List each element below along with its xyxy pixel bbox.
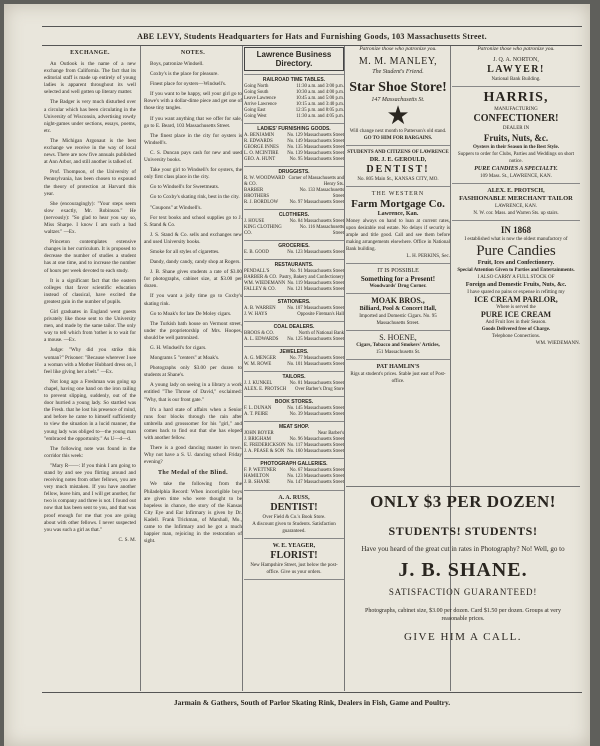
note-item: For text books and school supplies go to J. S. Stand & Co. (144, 214, 242, 228)
directory-row (244, 225, 344, 237)
note-item: Coxby's is the place for pleasure. (150, 71, 219, 78)
moak-name: MOAK BROS., (371, 296, 425, 305)
exchange-signature: C. S. M. (118, 536, 136, 543)
directory-business-name: R. J. BORDLOW (244, 200, 279, 205)
gerould-title: DENTIST! (366, 164, 430, 175)
directory-business-address: Near Barber's (317, 431, 344, 436)
directory-business-address: No. 39 Massachusetts Street (289, 412, 344, 417)
moak-hall: Billiard, Pool & Concert Hall, (359, 306, 437, 312)
special-attention: Special Attention Given to Parties and Entertainments. (457, 268, 575, 273)
directory-business-address: No. 139 Massachusetts Street (287, 151, 344, 156)
directory-row (244, 337, 344, 343)
directory-business-address: No. 133 Massachusetts Street (299, 188, 344, 199)
footer-advertisement: Jarmain & Gathers, South of Parlor Skating Rink, Dealers in Fish, Game and Poultry. (42, 692, 582, 711)
directory-business-address: No. 145 Massachusetts Street (287, 406, 344, 411)
directory-business-address: No. 123 Massachusetts Street (287, 474, 344, 479)
farm-mortgage-title: Farm Mortgage Co. (351, 198, 445, 210)
directory-business-name: F. L. DUNAN (244, 406, 272, 411)
directory-row (244, 412, 344, 418)
shoe-store-title: Star Shoe Store! (349, 80, 447, 95)
shane-name: J. B. SHANE. (398, 559, 528, 581)
shane-call: GIVE HIM A CALL. (403, 631, 523, 643)
note-item: If you want a jolly time go to Coxby's skating rink. (144, 293, 242, 307)
note-item: Go to Windsell's for Sweetmeats. (150, 184, 220, 191)
ice-note-2: And Fruit Ices in their Season. (485, 320, 547, 325)
note-item: There is a good dancing master in town. Why not have a S. U. dancing school Friday evening? (144, 445, 242, 466)
protsch-ad (452, 184, 580, 221)
directory-business-name: Arrive Lawrence (244, 102, 277, 107)
manley-ad (346, 53, 450, 146)
pure-candies: Pure Candies (476, 243, 556, 259)
manley-name: M. M. MANLEY, (358, 56, 438, 67)
note-item: A young lady on seeing in a library a work entitled "The Throne of David," exclaimed: "Why, that is our front gate." (144, 382, 242, 403)
directory-business-address: No. 117 Massachusetts Street (287, 443, 344, 448)
directory-section-heading: TAILORS. (244, 371, 344, 380)
norton-ad (452, 53, 580, 87)
directory-business-address: No. 149 Massachusetts Street (287, 139, 344, 144)
directory-business-address: No. 84 Massachusetts Street (289, 219, 344, 224)
directory-business-name: PENDALL'S (244, 269, 270, 274)
ads-column-5 (452, 46, 580, 484)
hamlin-name: PAT HAMLIN'S (376, 364, 420, 370)
cigars-line: Foreign and Domestic Fruits, Nuts, &c. (465, 282, 567, 288)
hoene-subtitle: Cigars, Tobacco and Smokers' Articles, (356, 343, 440, 348)
directory-business-name: ALEX. E. PROTSCH (244, 387, 287, 392)
directory-business-name: Going West (244, 114, 267, 119)
directory-section-heading: LADIES' FURNISHING GOODS. (244, 123, 344, 132)
note-item: Photographs only $3.00 per dozen to students at Shane's. (144, 365, 242, 379)
directory-business-name: Going South (244, 90, 269, 95)
norton-name: J. Q. A. NORTON, (493, 57, 539, 63)
shane-ad (346, 486, 580, 691)
notes-column (144, 46, 242, 691)
directory-business-address: No. 129 Massachusetts Street (287, 133, 344, 138)
confectioner-title: CONFECTIONER! (473, 113, 559, 124)
column-rule (242, 46, 243, 691)
woodwards-line: Woodwards' Drug Corner. (369, 284, 427, 289)
yeager-note: New Hampshire Street, just below the post-office. Give us your orders. (250, 563, 338, 575)
note-item: If you want anything that we offer for sale, go to E. Beard, 103 Massachusetts Street. (144, 115, 242, 129)
exchange-paragraph: The Michigan Argonaut is the best exchange we receive in the way of local news. There are now five annuals published at Ann Arbor, and still another is talked of. (44, 137, 136, 166)
hamlin-ad (346, 360, 450, 388)
note-item: J. B. Shane gives students a rate of $3.00 for photographs, cabinet size, at $3.00 per dozen. (144, 269, 242, 290)
directory-business-address: No. 101 Massachusetts Street (287, 362, 344, 367)
note-item: C. S. Duncan pays cash for new and used University books. (144, 149, 242, 164)
directory-business-address: 10:15 a.m. and 3:40 p.m. (296, 102, 344, 107)
western-line: THE WESTERN (371, 191, 425, 197)
directory-business-name: R. W. WOODWARD & CO. (244, 176, 285, 187)
patronize-line: Patronize those who patronize you. (477, 46, 555, 52)
directory-section-heading: PHOTOGRAPH GALLERIES. (244, 458, 344, 467)
note-item: Smoke for all styles of cigarettes. (150, 248, 220, 255)
year-line: IN 1868 (500, 225, 532, 235)
exchange-column (44, 46, 136, 691)
directory-business-address: No. 160 Massachusetts Street (287, 449, 344, 454)
directory-business-address: Pastry, Bakery and Confectionery (279, 275, 344, 280)
directory-business-name: Going North (244, 84, 269, 89)
shane-dozen: ONLY $3 PER DOZEN! (370, 492, 556, 511)
directory-business-name: A. B. WARREN (244, 306, 276, 311)
directory-business-address: No. 96 Massachusetts Street (289, 437, 344, 442)
directory-business-name: J. B. SHANE (244, 480, 270, 485)
norton-title: LAWYER! (487, 64, 545, 75)
column-rule (140, 46, 141, 691)
note-item: Take your girl to Windsell's for oysters, the only first class place in the city. (144, 167, 242, 181)
phone-line: Telephone Connections. (491, 334, 541, 339)
directory-business-name: BARBER BROTHERS (244, 188, 270, 199)
directory-business-address: Over Barber's Drug Store (295, 387, 344, 392)
directory-business-name: A. G. MENGER (244, 356, 276, 361)
ice-note: I have spared no pains or expense in refitting my (467, 290, 565, 295)
woodwards-ad (346, 264, 450, 294)
ads-column-4 (346, 46, 450, 484)
shane-rates: Photographs, cabinet size, $3.00 per dozen. Card $1.50 per dozen. Groups at very reasonable prices. (365, 608, 561, 622)
exchange-paragraph: Girl graduates in England went guests privately like those sent to the University men, and made by the same tailor. The only way to tell which from 'tother is to wait for a mouse. —Ex. (44, 309, 136, 344)
directory-business-address: 10:30 a.m. and 4:00 p.m. (296, 90, 344, 95)
directory-business-address: No. 116 Massachusetts Street (299, 225, 344, 236)
directory-section-heading: STATIONERS. (244, 296, 344, 305)
directory-business-name: J. J. KUNKEL (244, 381, 273, 386)
directory-business-name: J. HOUSE (244, 219, 265, 224)
exchange-paragraph: Prof. Thompson, of the University of Pennsylvania, has been chosen to expound the theory of protection at Harvard this year. (44, 169, 136, 197)
harris-sub: MANUFACTURING (494, 107, 538, 112)
directory-business-address: No. 107 Massachusetts Street (287, 306, 344, 311)
directory-business-name: A. T. PEIRE (244, 412, 269, 417)
directory-business-name: BARBER & CO. (244, 275, 278, 280)
directory-business-name: Going East (244, 108, 266, 113)
directory-business-address: 10:45 a.m. and 5:00 p.m. (296, 96, 344, 101)
exchange-paragraph: She (encouragingly): "Your steps seem slow exactly, Mr. Robinson." He (nervously): "So glad to hear you say so, Miss Sharpe. I know I am such a bad waltzer." —Ex. (44, 200, 136, 236)
note-item: Go to Moak's for late De Moley cigars. (150, 310, 232, 317)
newspaper-page (4, 4, 590, 746)
hamlin-note: Rigs at student's prices. Stable just east of Post-office. (350, 372, 446, 384)
note-item: Mongrams 5 "centers" at Moak's. (150, 355, 220, 362)
note-item: Dandy, dandy candy, candy shop at Rogers. (150, 259, 241, 266)
directory-business-address: No. 123 Massachusetts Street (287, 250, 344, 255)
tailor-line: FASHIONABLE MERCHANT TAILOR (459, 195, 573, 202)
directory-business-name: FALLEY & CO. (244, 287, 276, 292)
exchange-paragraph: Not long ago a Freshman was going up chapel, having one hand on the iron railing to prevent slipping, suddenly, out of the door hurried a young lady. So startled was the Fresh. that he lost his presence of mind, and before he came to himself sufficiently to view the situation in a lucid manner, the young lady was obliged to—the young man "embraced the opportunity." As U—d—d. (44, 378, 136, 442)
directory-business-address: No. 91 Massachusetts Street (289, 269, 344, 274)
harris-name: HARRIS, (483, 90, 549, 105)
directory-row (244, 362, 344, 368)
note-item: Finest place for oysters—Windsell's. (150, 81, 227, 88)
farm-mortgage-secretary: L. H. PERKINS, Sec. (406, 254, 450, 259)
shane-students: STUDENTS! STUDENTS! (388, 524, 538, 538)
directory-row (244, 114, 344, 120)
directory-business-address: No. 121 Massachusetts Street (287, 287, 344, 292)
directory-business-name: BROOS & CO. (244, 331, 274, 336)
directory-row (244, 157, 344, 163)
directory-business-name: J. W. HAYS (244, 312, 268, 317)
pure-specialty: PURE CANDIES A SPECIALTY. (474, 166, 558, 172)
directory-section-heading: RESTAURANTS. (244, 259, 344, 268)
directory-business-address: No. 95 Massachusetts Street (289, 157, 344, 162)
farm-mortgage-ad (346, 187, 450, 264)
directory-section-heading: JEWELERS. (244, 346, 344, 355)
directory-business-address: Corner of Massachusetts and Henry Sts. (288, 176, 344, 187)
norton-address: National Bank Building. (491, 77, 541, 82)
tailor-address: N. W. cor. Mass. and Warren Sts. up stairs. (473, 211, 559, 216)
wiedemann-ad (452, 221, 580, 350)
directory-row (244, 449, 344, 455)
directory-section-heading: GROCERIES. (244, 240, 344, 249)
directory-row (244, 312, 344, 318)
star-icon: ★ (386, 101, 410, 130)
note-item: "Coupons" at Windsell's. (150, 204, 202, 211)
harris-address: 109 Mass. St., LAWRENCE, KAN. (480, 174, 552, 179)
suppers-line: Suppers to order for Clubs, Parties and Weddings on short notice. (457, 152, 575, 164)
medal-heading: The Medal of the Blind. (157, 470, 229, 477)
directory-row (244, 200, 344, 206)
header-advertisement: ABE LEVY, Students Headquarters for Hats and Furnishing Goods, 103 Massachusetts Street. (42, 26, 582, 46)
directory-business-name: E. FREDERICKSON (244, 443, 286, 448)
business-directory (244, 46, 344, 691)
ice-parlor: ICE CREAM PARLOR, (474, 295, 558, 304)
directory-business-address: No. 81 Massachusetts Street (289, 381, 344, 386)
directory-business-name: L. O. MCINTIRE (244, 151, 279, 156)
directory-business-name: J. BRIGHAM (244, 437, 271, 442)
directory-business-name: J. A. PEASE & SON (244, 449, 285, 454)
yeager-title: FLORIST! (270, 550, 318, 561)
possible-line: IT IS POSSIBLE (377, 268, 419, 274)
moak-ad (346, 294, 450, 331)
directory-business-address: 11:30 a.m. and 3:00 p.m. (296, 84, 344, 89)
directory-business-address: No. 147 Massachusetts Street (287, 480, 344, 485)
shoe-store-address: 147 Massachusetts St. (371, 97, 425, 103)
russ-dentist-ad (244, 490, 344, 539)
exchange-paragraph: An Outlook is the name of a new exchange from California. The fact that its editorial staff is made up entirely of young ladies is apparent throughout its well selected and well gotten up literary matter. (44, 61, 136, 96)
yeager-name: W. E. YEAGER, (272, 543, 316, 549)
russ-address: Over Field & Co.'s Book Store. (262, 515, 326, 520)
russ-title: DENTIST! (270, 502, 318, 513)
directory-section-heading: COAL DEALERS. (244, 321, 344, 330)
manley-subtitle: The Student's Friend. (372, 69, 424, 75)
farm-mortgage-note: Money always on hand to loan at current rates, upon desirable real estate. No delays if security is ample and title good. Call and see them before making arrangements elsewhere. Office in National Bank building. (346, 219, 450, 252)
directory-row (244, 188, 344, 200)
exchange-paragraph: Judge: "Why did you strike this woman?" Prisoner: "Because wherever I see a woman with a Mother Hubbard dress on, I feel like giving her a belt." —Ex. (44, 347, 136, 375)
note-item: G. H. Windsell's for cigars. (150, 345, 207, 351)
note-item: It's a hard state of affairs when a Senior runs four blocks through the rain after umbrella and grosssomer for his "girl," and comes back to find out that she has eloped with another fellow. (144, 406, 242, 442)
exchange-paragraph: The Badger is very much disturbed over a circular which has been circulating in the University of Wisconsin, advertising rowdy night-games under sections, essays, poems, etc. (44, 99, 136, 134)
directory-business-address: No. 67 Massachusetts Street (289, 468, 344, 473)
hoene-ad (346, 331, 450, 360)
directory-business-name: KING CLOTHING CO. (244, 225, 282, 236)
present-line: Something for a Present! (360, 275, 436, 283)
pure-ice-cream: PURE ICE CREAM (480, 310, 552, 319)
shoe-store-note: Will change next month to Patterson's old stand. (349, 129, 447, 134)
directory-row (244, 250, 344, 256)
directory-business-name: F. P. WETTNER (244, 468, 277, 473)
exchange-paragraph: The following note was found in the corridor this week: (44, 445, 136, 459)
note-item: The Turkish bath house on Vermont street, under the proprietorship of Mrs. Hoopes, should be well patronized. (144, 320, 242, 341)
note-item: The finest place in the city for oysters is Windsell's. (144, 132, 242, 146)
shane-question: Have you heard of the great cut in rates in Photography? No! Well, go to (361, 545, 565, 553)
notes-heading: NOTES. (180, 50, 206, 56)
directory-business-address: No. 135 Massachusetts Street (287, 145, 344, 150)
bargains-line: GO TO HIM FOR BARGAINS. (363, 136, 433, 141)
farm-mortgage-city: Lawrence, Kan. (377, 211, 419, 217)
note-item: If you want to be happy, sell your girl go to Rowe's with a dollar-dime piece and get one of those tiny tangles. (144, 91, 242, 112)
oysters-line: Oysters in their Season in the Best Style. (472, 145, 560, 150)
exchange-paragraph: It is a significant fact that the eastern colleges that favor scientific education instead of classical, have excited the greatest gain in the number of pupils. (44, 277, 136, 305)
fruits-line: Fruits, Nuts, &c. (483, 133, 549, 143)
directory-business-address: No. 97 Massachusetts Street (289, 200, 344, 205)
note-item: Boys, patronize Windsell. (150, 61, 204, 67)
tailor-city: LAWRENCE, KAN. (495, 204, 537, 209)
column-rule (344, 46, 345, 691)
note-item: J. S. Stand & Co. sells and exchanges new and used University books. (144, 231, 242, 245)
patronize-line: Patronize those who patronize you. (359, 46, 437, 52)
directory-business-address: 12:35 p.m. and 8:05 p.m. (295, 108, 344, 113)
directory-row (244, 387, 344, 393)
directory-business-name: A. L. EDWARDS (244, 337, 279, 342)
russ-name: A. A. RUSS, (278, 495, 310, 501)
directory-business-name: A. BENJAMIN (244, 133, 275, 138)
harris-ad (452, 87, 580, 184)
russ-note: A discount given to Students. Satisfaction guaranteed. (252, 522, 336, 534)
directory-business-name: JOHN BOYER (244, 431, 274, 436)
fruit-ices: Fruit, Ices and Confectionery. (477, 260, 555, 266)
directory-section-heading: CLOTHIERS. (244, 209, 344, 218)
hoene-name: S. HOENE, (379, 333, 417, 342)
year-note: I established what is now the oldest manufactory of (464, 237, 568, 242)
directory-title: Lawrence Business Directory. (244, 47, 344, 71)
exchange-paragraph: "Mary R——: If you think I am going to stand by and see you flirting around and receiving notes from other fellows, you are very much mistaken. If you have another fellow, leave him, and I will get another, for two is company and three is not. I found out now that has been sent to you, and that was proof enough for me that you are going about with other fellows. I never suspected you was such a girl as that." (44, 462, 136, 533)
directory-section-heading: BOOK STORES. (244, 396, 344, 405)
directory-business-address: No. 125 Massachusetts Street (287, 337, 344, 342)
hoene-address: 151 Massachusetts St. (375, 350, 421, 355)
directory-section-heading: DRUGGISTS. (244, 166, 344, 175)
directory-business-name: GEORGE INNES (244, 145, 279, 150)
directory-business-address: No. 119 Massachusetts Street (287, 281, 344, 286)
protsch-name: ALEX. E. PROTSCH, (487, 188, 545, 194)
directory-business-address: 11:30 a.m. and 4:05 p.m. (296, 114, 344, 119)
exchange-paragraph: Princeton contemplates extensive changes in her curriculum. It is proposed to decrease the number of studies a student has at one time, and to increase the number of hours per week devoted to each study. (44, 239, 136, 274)
moak-note: Imported and Domestic Cigars. No. 95 Massachusetts Street. (359, 314, 437, 326)
yeager-florist-ad (244, 539, 344, 580)
directory-row (244, 287, 344, 293)
gerould-name: DR. J. E. GEROULD, (369, 157, 427, 163)
wiedemann-name: WM. WIEDEMANN. (535, 341, 580, 346)
directory-business-name: R. EDWARDS (244, 139, 273, 144)
directory-row (244, 480, 344, 486)
directory-section-heading: RAILROAD TIME TABLES. (244, 74, 344, 83)
directory-business-address: Opposite Fireman's Hall (297, 312, 344, 317)
delivered-line: Goods Delivered free of Charge. (481, 327, 551, 332)
directory-business-name: GEO. A. HUNT (244, 157, 276, 162)
gerould-lead: STUDENTS AND CITIZENS OF LAWRENCE (347, 150, 449, 155)
directory-business-name: E. B. GOOD (244, 250, 269, 255)
shane-satisfaction: SATISFACTION GUARANTEED! (388, 587, 538, 597)
cigars-lead: I ALSO CARRY A FULL STOCK OF (477, 275, 555, 280)
exchange-heading: EXCHANGE. (70, 50, 110, 56)
directory-business-address: North of National Bank (298, 331, 344, 336)
ice-where: Where is served the (496, 305, 536, 310)
directory-business-name: HAMILTON (244, 474, 270, 479)
directory-sections (244, 74, 344, 486)
directory-business-address: No. 77 Massachusetts Street (289, 356, 344, 361)
directory-row (244, 176, 344, 188)
directory-business-name: Leave Lawrence (244, 96, 276, 101)
gerould-address: No. 805 Main St., KANSAS CITY, MO. (357, 177, 439, 182)
dealer-line: DEALER IN (502, 126, 530, 131)
directory-section-heading: MEAT SHOP. (244, 421, 344, 430)
gerould-dentist-ad (346, 146, 450, 187)
medal-paragraph: We take the following from the Philadelphia Record: When incorrigible boys are given time who were thought to be hopeless in chance, the story of the Kansas City Eye and Ear Infirmary is given by Dr. Kadell. Frank Trickman, of Marshall, Mo., came to the Infirmary and he got a much happier man, rejoicing in the restoration of sight. (144, 481, 242, 545)
directory-business-name: WM. WIEDEMANN (244, 281, 286, 286)
directory-business-name: W. M. ROWE (244, 362, 272, 367)
note-item: Go to Coxby's skating rink, best in the city. (150, 194, 240, 201)
